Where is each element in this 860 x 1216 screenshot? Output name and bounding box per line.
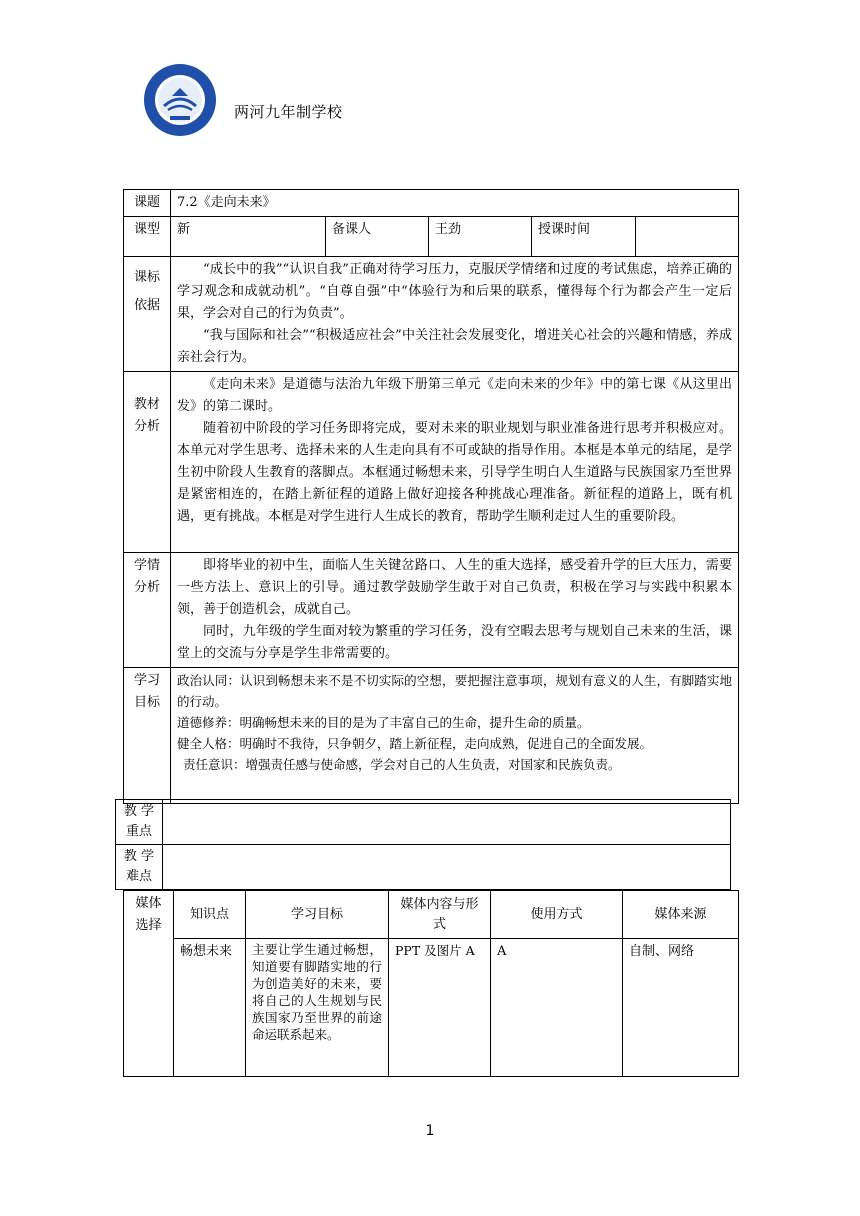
- textbook-analysis-label: [124, 372, 171, 553]
- media-selection-label-b: 选择: [135, 918, 162, 933]
- student-analysis-label-a: 学情: [133, 558, 160, 573]
- key-points-content: [163, 800, 731, 845]
- header-knowledge: 知识点: [174, 891, 246, 939]
- header-goal: 学习目标: [246, 891, 389, 939]
- student-analysis-p1: 即将毕业的初中生，面临人生关键岔路口、人生的重大选择，感受着升学的巨大压力，需要一些方法上、意识上的引导。通过教学鼓励学生敢于对自己负责，积极在学习与实践中积累本领，善于创造机会，成就自己。: [177, 558, 733, 617]
- school-emblem-icon: [142, 62, 218, 138]
- student-analysis-label-b: 分析: [133, 580, 160, 595]
- school-name: 两河九年制学校: [234, 103, 343, 121]
- media-selection-label-a: 媒体: [135, 896, 162, 911]
- student-analysis-content: [171, 553, 739, 668]
- textbook-analysis-label-a: 教材: [133, 397, 160, 412]
- difficult-points-content: [163, 845, 731, 890]
- media-selection-label: [124, 891, 174, 1077]
- textbook-analysis-label-b: 分析: [133, 419, 160, 434]
- student-analysis-p2: 同时，九年级的学生面对较为繁重的学习任务，没有空暇去思考与规划自己未来的生活，课堂上的交流与分享是学生非常需要的。: [177, 624, 733, 661]
- curriculum-basis-label: [124, 257, 171, 372]
- textbook-analysis-p2: 随着初中阶段的学习任务即将完成，要对未来的职业规划与职业准备进行思考并积极应对。本单元对学生思考、选择未来的人生走向具有不可或缺的指导作用。本框是本单元的结尾，是学生初中阶段人生教育的落脚点。本框通过畅想未来，引导学生明白人生道路与民族国家乃至世界是紧密相连的，在踏上新征程的道路上做好迎接各种挑战心理准备。新征程的道路上，既有机遇，更有挑战。本框是对学生进行人生成长的教育，帮助学生顺利走过人生的重要阶段。: [177, 421, 733, 524]
- curriculum-basis-label-a: 课标: [133, 270, 160, 285]
- media-content-cell: PPT 及图片 A: [389, 939, 491, 1077]
- page-header: [142, 62, 462, 142]
- goal-political: 政治认同：认识到畅想未来不是不切实际的空想，要把握注意事项，规划有意义的人生，有脚踏实地的行动。: [177, 673, 733, 709]
- media-selection-table: [123, 890, 739, 1077]
- key-points-label: [116, 800, 163, 845]
- teach-time-label: 授课时间: [532, 217, 636, 257]
- topic-label: 课题: [124, 190, 171, 217]
- header-media-content: 媒体内容与形式: [389, 891, 491, 939]
- lesson-info-table: [123, 189, 739, 804]
- preparer-label: 备课人: [326, 217, 429, 257]
- difficult-points-label-a: 教 学: [123, 849, 155, 864]
- learning-goals-label-a: 学习: [133, 673, 160, 688]
- learning-goals-label-b: 目标: [133, 695, 160, 710]
- textbook-analysis-content: [171, 372, 739, 553]
- source-cell: 自制、网络: [623, 939, 739, 1077]
- knowledge-cell: 畅想未来: [174, 939, 246, 1077]
- teach-time-value: [636, 217, 739, 257]
- preparer-value: 王劲: [429, 217, 532, 257]
- curriculum-basis-p2: “我与国际和社会”“积极适应社会”中关注社会发展变化，增进关心社会的兴趣和情感，养成亲社会行为。: [177, 328, 733, 365]
- page-number: 1: [425, 1123, 435, 1139]
- focus-table: [115, 799, 731, 890]
- header-usage: 使用方式: [491, 891, 623, 939]
- type-value: 新: [171, 217, 326, 257]
- student-analysis-label: [124, 553, 171, 668]
- difficult-points-label: [116, 845, 163, 890]
- curriculum-basis-content: [171, 257, 739, 372]
- key-points-label-b: 重点: [125, 824, 152, 839]
- curriculum-basis-p1: “成长中的我”“认识自我”正确对待学习压力，克服厌学情绪和过度的考试焦虑，培养正确的学习观念和成就动机”。“自尊自强”中“体验行为和后果的联系，懂得每个行为都会产生一定后果，学会对自己的行为负责”。: [177, 262, 733, 321]
- usage-cell: A: [491, 939, 623, 1077]
- topic-value: 7.2《走向未来》: [171, 190, 739, 217]
- learning-goals-label: [124, 668, 171, 804]
- curriculum-basis-label-b: 依据: [133, 298, 160, 313]
- type-label: 课型: [124, 217, 171, 257]
- goal-moral: 道德修养：明确畅想未来的目的是为了丰富自己的生命，提升生命的质量。: [177, 715, 590, 730]
- key-points-label-a: 教 学: [123, 804, 155, 819]
- learning-goals-content: [171, 668, 739, 804]
- textbook-analysis-p1: 《走向未来》是道德与法治九年级下册第三单元《走向未来的少年》中的第七课《从这里出发》的第二课时。: [177, 377, 733, 414]
- header-source: 媒体来源: [623, 891, 739, 939]
- difficult-points-label-b: 难点: [125, 869, 152, 884]
- goal-personality: 健全人格：明确时不我待，只争朝夕，踏上新征程，走向成熟，促进自己的全面发展。: [177, 736, 653, 751]
- goal-cell: 主要让学生通过畅想，知道要有脚踏实地的行为创造美好的未来，要将自己的人生规划与民族国家乃至世界的前途命运联系起来。: [246, 939, 389, 1077]
- goal-responsibility: 责任意识：增强责任感与使命感，学会对自己的人生负责，对国家和民族负责。: [183, 757, 621, 772]
